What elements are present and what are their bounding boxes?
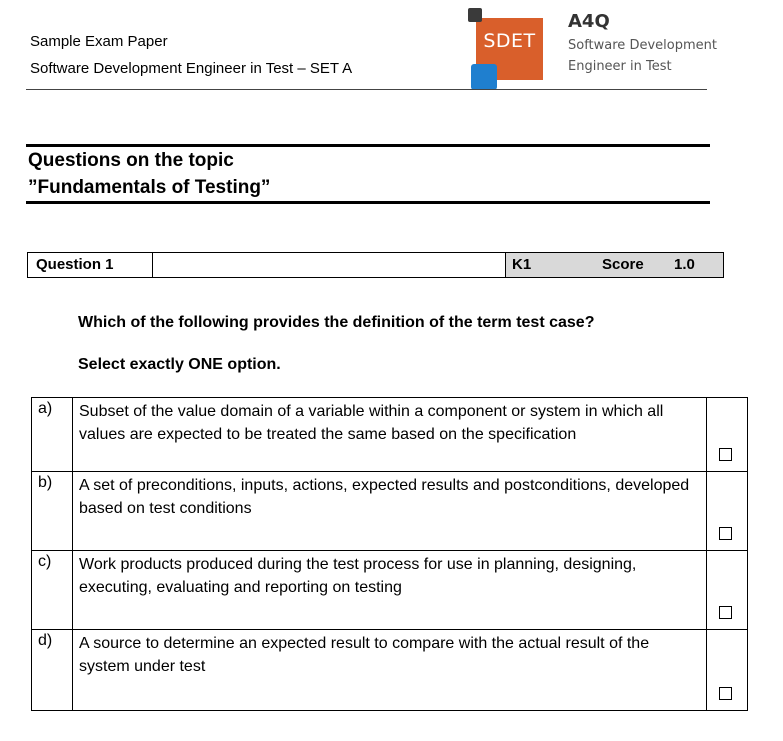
option-text: A set of preconditions, inputs, actions, expected results and postconditions, developed based on test conditions [79, 477, 690, 517]
topic-line-2: ”Fundamentals of Testing” [28, 177, 271, 198]
option-letter: d) [32, 630, 73, 710]
logo-blue-square [471, 64, 497, 90]
option-checkbox-cell [706, 398, 747, 471]
option-row [32, 551, 747, 630]
question-level: K1 [512, 256, 532, 273]
sdet-logo [468, 8, 550, 86]
option-text: Work products produced during the test process for use in planning, designing, executing, evaluating and reporting on testing [79, 556, 637, 596]
option-c-checkbox[interactable] [719, 606, 732, 619]
option-row [32, 630, 747, 710]
header-divider [26, 89, 707, 90]
brand-subtitle-1: Software Development [568, 38, 717, 53]
option-a-checkbox[interactable] [719, 448, 732, 461]
score-value: 1.0 [674, 256, 695, 273]
option-checkbox-cell [706, 630, 747, 710]
option-d-checkbox[interactable] [719, 687, 732, 700]
brand-subtitle-2: Engineer in Test [568, 59, 672, 74]
brand-name: A4Q [568, 11, 610, 32]
header-exam-set: Software Development Engineer in Test – SET A [30, 60, 353, 77]
option-row [32, 398, 747, 472]
score-label: Score [602, 256, 644, 273]
option-row [32, 472, 747, 551]
options-table [31, 397, 748, 711]
option-b-checkbox[interactable] [719, 527, 732, 540]
question-instruction: Select exactly ONE option. [78, 356, 281, 373]
option-letter: b) [32, 472, 73, 550]
option-checkbox-cell [706, 551, 747, 629]
question-label: Question 1 [36, 256, 114, 273]
option-letter: c) [32, 551, 73, 629]
question-meta-cell [506, 253, 723, 277]
question-header-table [27, 252, 724, 278]
option-text: A source to determine an expected result to compare with the actual result of the system under test [79, 635, 650, 675]
option-checkbox-cell [706, 472, 747, 550]
option-text: Subset of the value domain of a variable within a component or system in which all values are expected to be treated the same based on the specification [79, 403, 664, 443]
topic-heading [26, 144, 710, 204]
topic-line-1: Questions on the topic [28, 150, 234, 171]
option-letter: a) [32, 398, 73, 471]
header-exam-title: Sample Exam Paper [30, 33, 168, 50]
logo-dark-square [468, 8, 482, 22]
table-divider [152, 253, 153, 277]
question-stem: Which of the following provides the definition of the term test case? [78, 314, 595, 331]
logo-text: SDET [483, 30, 536, 52]
